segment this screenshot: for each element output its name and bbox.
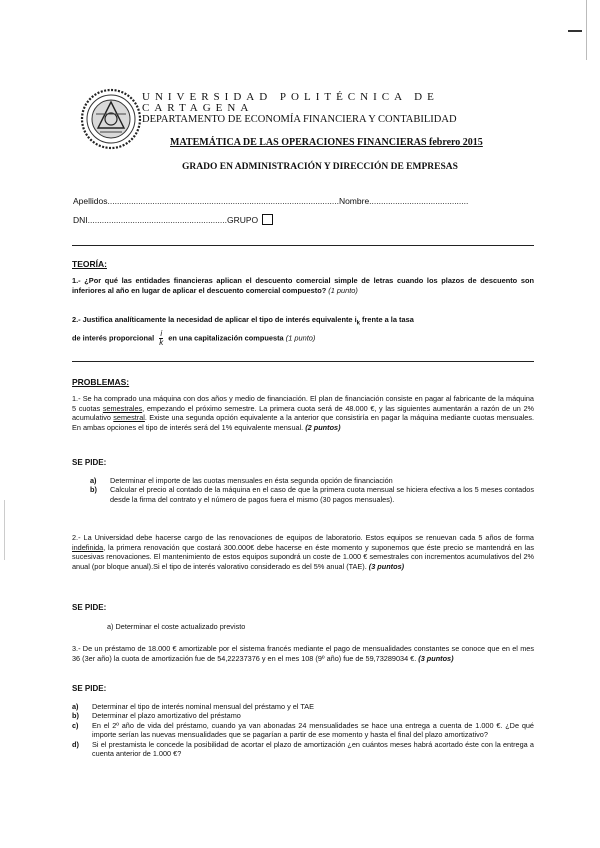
fraction-numerator: i — [160, 329, 163, 338]
problem-1-text: 1.- Se ha comprado una máquina con dos años y medio de financiación. El plan de financiación consiste en pagar al fabricante de la máquina 5 cuotas — [72, 394, 534, 413]
surname-field[interactable] — [73, 196, 468, 206]
list-item-text: Determinar el importe de las cuotas mensuales en ésta segunda opción de financiación — [110, 476, 393, 485]
degree-title: GRADO EN ADMINISTRACIÓN Y DIRECCIÓN DE EMPRESAS — [182, 162, 458, 172]
list-item — [72, 740, 534, 759]
list-item — [72, 721, 534, 740]
list-item-label: a) — [90, 476, 97, 485]
problem-1-items — [90, 476, 534, 504]
list-item — [90, 476, 534, 485]
se-pide-label: SE PIDE: — [72, 603, 107, 612]
department-name: DEPARTAMENTO DE ECONOMÍA FINANCIERA Y CONTABILIDAD — [142, 114, 457, 125]
surname-label: Apellidos — [73, 196, 108, 206]
list-item — [72, 702, 534, 711]
list-item-label: d) — [72, 739, 79, 749]
problem-3-items — [72, 702, 534, 758]
dni-label: DNI — [73, 215, 88, 225]
points: (3 puntos) — [368, 561, 405, 571]
underlined-word: semestrales — [102, 403, 143, 413]
list-item-label: b) — [90, 485, 97, 495]
problem-2 — [72, 533, 534, 571]
university-seal-icon — [80, 88, 142, 150]
list-item — [72, 711, 534, 720]
list-item-text: Si el prestamista le concede la posibilidad de acortar el plazo de amortización ¿en cuántos meses habrá acortado éste con la entrega a cuenta anterior de 1.000 €? — [92, 739, 534, 759]
problem-2-item: a) Determinar el coste actualizado previsto — [107, 622, 246, 631]
problem-1 — [72, 394, 534, 432]
theory-question-2-line1-end: frente a la tasa — [360, 315, 414, 324]
scan-mark — [568, 30, 582, 32]
dni-dots: ........................................................... — [87, 215, 227, 225]
se-pide-label: SE PIDE: — [72, 458, 107, 467]
problem-3 — [72, 644, 534, 663]
points: (1 punto) — [285, 333, 316, 343]
theory-question-2-line1: 2.- Justifica analíticamente la necesidad de aplicar el tipo de interés equivalente i — [72, 315, 357, 324]
theory-question-1 — [72, 276, 534, 295]
points: (2 puntos) — [305, 422, 341, 432]
problems-heading: PROBLEMAS: — [72, 377, 130, 387]
group-label: GRUPO — [226, 215, 259, 225]
fraction-i-over-k — [159, 330, 163, 347]
list-item-text: En el 2º año de vida del préstamo, cuando ya van abonadas 24 mensualidades se hace una entrega a cuenta de 1.000 €. ¿De qué importe serían las nuevas mensualidades que se pagarían a partir de ese momento y hasta el final del plazo amortizativo? — [92, 720, 534, 740]
university-city: CARTAGENA — [142, 102, 254, 114]
theory-question-2-line2: de interés proporcional — [72, 333, 155, 343]
subscript-k: k — [356, 320, 360, 327]
list-item-text: Calcular el precio al contado de la máquina en el caso de que la primera cuota mensual se hiciera efectiva a los 5 meses contados desde la firma del contrato y el número de pagos fuera el mismo (30 pagos mensuales). — [110, 485, 534, 504]
theory-question-2-cont — [72, 330, 534, 347]
group-checkbox[interactable] — [262, 214, 273, 225]
problem-1-text: , empezando el próximo semestre. La primera cuota será de 48.000 €, y las siguientes aumentarán a razón de un 2% acumulativo — [72, 403, 534, 423]
theory-heading: TEORÍA: — [72, 259, 107, 269]
exam-title: MATEMÁTICA DE LAS OPERACIONES FINANCIERAS febrero 2015 — [170, 137, 483, 148]
se-pide-label: SE PIDE: — [72, 684, 107, 693]
list-item-label: c) — [72, 720, 79, 730]
scan-edge-line — [586, 0, 587, 60]
theory-question-2-line2-end: en una capitalización compuesta — [168, 333, 284, 343]
list-item — [90, 485, 534, 504]
problem-3-text: 3.- De un préstamo de 18.000 € amortizable por el sistema francés mediante el pago de mensualidades constantes se conoce que en el mes 36 (3er año) la cuota de amortización fue de 54,22237376 y en el mes 108 (9º año) fue de 59,73289034 €. — [72, 644, 534, 663]
dni-field[interactable] — [73, 214, 273, 225]
university-name: UNIVERSIDAD POLITÉCNICA DE — [142, 91, 439, 103]
divider — [72, 361, 534, 362]
theory-question-2 — [72, 315, 534, 329]
underlined-word: semestral — [113, 413, 145, 423]
points: (1 punto) — [328, 285, 358, 295]
list-item-text: Determinar el plazo amortizativo del préstamo — [92, 711, 241, 721]
underlined-word: indefinida — [72, 542, 104, 552]
name-label: Nombre — [338, 196, 370, 206]
problem-2-text: , la primera renovación que costará 300.000€ debe hacerse en éste momento y suponemos que éste precio se mantendrá en las sucesivas renovaciones. El mantenimiento de estos equipos supondrá un coste de 1.000 € semestrales con incrementos acumulativos del 2% anual (por bloque anual).Si el tipo de interés valorativo considerado es del 5% anual (TAE). — [72, 542, 534, 571]
problem-1-text: . Existe una segunda opción equivalente a la anterior que consistiría en pagar la máquina mediante cuotas mensuales. En ambas opciones el tipo de interés será del 1% equivalente mensual. — [72, 413, 534, 432]
points: (3 puntos) — [418, 653, 454, 663]
scan-edge-line — [4, 500, 5, 560]
surname-dots: .................................................................................................. — [107, 196, 339, 206]
name-dots: .......................................... — [369, 196, 469, 206]
list-item-label: a) — [72, 702, 79, 711]
problem-2-text: 2.- La Universidad debe hacerse cargo de las renovaciones de equipos de laboratorio. Estos equipos se renuevan cada 5 años de forma — [72, 533, 534, 542]
list-item-text: Determinar el tipo de interés nominal mensual del préstamo y el TAE — [92, 702, 314, 711]
divider — [72, 245, 534, 246]
fraction-denominator: k — [159, 338, 164, 347]
theory-question-1-text: 1.- ¿Por qué las entidades financieras aplican el descuento comercial simple de letras cuando los plazos de descuento son inferiores al año en lugar de aplicar el descuento comercial compuesto? — [72, 276, 534, 295]
list-item-label: b) — [72, 711, 79, 721]
